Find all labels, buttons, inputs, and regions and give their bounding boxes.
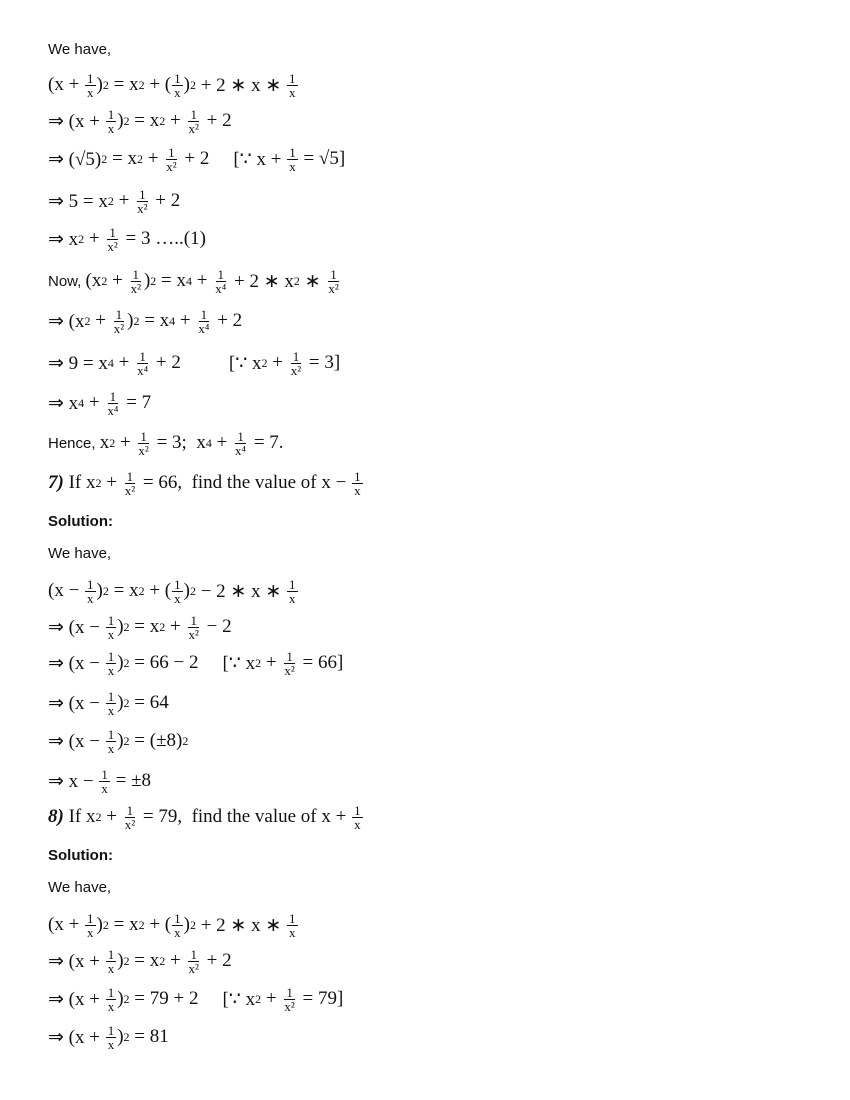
math-text: [∵ x <box>222 652 256 674</box>
fraction-numerator: 1 <box>289 144 296 160</box>
math-text: ⇒ (√5) <box>48 148 102 170</box>
math-text: ) <box>183 74 190 95</box>
fraction <box>85 912 96 939</box>
equation: ⇒ (x + $\frac{1}{x}$ ) 2 = x 2 + $\frac{1}{\text{x²}}$ + 2 <box>48 946 232 976</box>
equation: ⇒ (x + $\frac{1}{x}$ ) 2 = 81 <box>48 1022 169 1052</box>
fraction <box>352 470 363 497</box>
fraction-denominator: x <box>87 84 94 100</box>
math-text: + <box>261 988 282 1009</box>
math-text: ) <box>96 74 103 95</box>
fraction <box>213 268 228 295</box>
math-text: = 66 − 2 <box>129 652 199 673</box>
solution-heading <box>48 838 113 872</box>
fraction-denominator: x² <box>130 280 141 296</box>
equation: ⇒ (x + $\frac{1}{x}$ ) 2 = x 2 + $\frac{1}{\text{x²}}$ + 2 <box>48 106 232 136</box>
math-text: (x + <box>48 74 85 95</box>
question-line <box>48 800 364 834</box>
math-text: = x <box>129 110 160 131</box>
math-text: + <box>101 806 122 827</box>
fraction-denominator: x⁴ <box>137 362 149 378</box>
text-label: We have, <box>48 544 112 562</box>
fraction <box>164 146 178 173</box>
fraction-numerator: 1 <box>330 266 337 282</box>
fraction <box>106 728 117 755</box>
fraction <box>282 650 296 677</box>
math-text: = 7 <box>121 392 152 413</box>
math-text: = 79, find the value of x + <box>138 806 352 827</box>
math-text: ⇒ 5 = x <box>48 190 108 212</box>
fraction <box>85 578 96 605</box>
fraction <box>136 430 150 457</box>
math-text: = 3; x <box>151 432 206 453</box>
fraction <box>106 948 117 975</box>
fraction-numerator: 1 <box>292 348 300 364</box>
math-text: ⇒ 9 = x <box>48 352 108 374</box>
math-text: [∵ x <box>222 988 256 1010</box>
math-text: ) <box>183 580 190 601</box>
math-text: (x − <box>48 580 85 601</box>
equation: ⇒ (x − $\frac{1}{x}$ ) 2 = 66 − 2 [∵ x 2 + $\frac{1}{\text{x²}}$ = 66] <box>48 648 344 678</box>
math-text: ) <box>117 652 124 673</box>
fraction-numerator: 1 <box>109 388 117 404</box>
math-text: + <box>175 310 196 331</box>
equation-line <box>48 686 169 720</box>
equation: (x + $\frac{1}{x}$ ) 2 = x 2 + ( $\frac{1}{x}$ ) 2 + 2 ∗ x ∗ $\frac{1}{x}$ <box>48 910 296 940</box>
fraction-numerator: 1 <box>286 648 293 664</box>
math-text: + <box>165 110 186 131</box>
lead-text: Hence, <box>48 434 100 452</box>
equation-line <box>48 982 343 1016</box>
fraction-numerator: 1 <box>101 766 108 782</box>
fraction-denominator: x² <box>137 200 148 216</box>
equation <box>48 768 151 795</box>
fraction-numerator: 1 <box>168 144 175 160</box>
fraction-numerator: 1 <box>139 348 146 364</box>
fraction-numerator: 1 <box>107 106 115 122</box>
fraction-denominator: x <box>101 780 108 796</box>
math-text: ⇒ (x + <box>48 110 105 132</box>
fraction-numerator: 1 <box>174 910 181 926</box>
math-text: + 2 <box>212 310 243 331</box>
fraction-denominator: x <box>107 740 115 756</box>
fraction-numerator: 1 <box>174 576 181 592</box>
math-text: + <box>113 352 135 373</box>
math-text: + <box>165 616 186 637</box>
fraction-denominator: x <box>354 816 361 832</box>
fraction-numerator: 1 <box>87 70 94 86</box>
math-text: ⇒ (x + <box>48 988 105 1010</box>
math-text: = 79] <box>297 988 344 1009</box>
math-text: + <box>84 392 105 413</box>
fraction-numerator: 1 <box>87 910 94 926</box>
math-text: = 64 <box>129 692 169 713</box>
fraction-denominator: x <box>107 626 115 642</box>
fraction-denominator: x² <box>124 482 136 498</box>
math-text: ) <box>127 310 134 331</box>
equation-line <box>48 184 180 218</box>
equation: ⇒ (x − $\frac{1}{x}$ ) 2 = 64 <box>48 688 169 718</box>
fraction <box>106 650 117 677</box>
fraction-numerator: 1 <box>107 1022 115 1038</box>
equation: ⇒ x 4 + $\frac{1}{\text{x⁴}}$ = 7 <box>48 388 152 418</box>
equation-line <box>48 574 299 608</box>
math-text: ⇒ (x − <box>48 730 105 752</box>
equation-line <box>48 304 242 338</box>
fraction-denominator: x⁴ <box>107 402 119 418</box>
intro-text <box>48 870 111 904</box>
fraction <box>99 768 110 795</box>
fraction-denominator: x <box>174 84 181 100</box>
fraction <box>106 986 117 1013</box>
equation: x 2 + $\frac{1}{\text{x²}}$ = 3; x 4 + $\frac{1}{\text{x⁴}}$ = 7. <box>99 428 284 458</box>
fraction-numerator: 1 <box>126 802 134 818</box>
math-text: − 2 <box>201 616 232 637</box>
fraction-denominator: x <box>289 84 296 100</box>
math-text: [∵ x + <box>233 148 287 170</box>
equation: ⇒ (x 2 + $\frac{1}{\text{x²}}$ ) 2 = x 4 + $\frac{1}{\text{x⁴}}$ + 2 <box>48 306 243 336</box>
math-text: If x <box>63 472 96 493</box>
math-text: ) <box>117 988 124 1009</box>
solution-heading <box>48 504 113 538</box>
math-text: = (±8) <box>129 730 183 751</box>
fraction-denominator: x <box>174 590 181 606</box>
math-text: + <box>165 950 186 971</box>
fraction-denominator: x <box>174 924 181 940</box>
fraction <box>287 72 298 99</box>
fraction-denominator: x <box>107 1036 115 1052</box>
math-text: + <box>211 432 233 453</box>
fraction <box>233 430 248 457</box>
fraction <box>186 948 200 975</box>
fraction-denominator: x <box>289 924 296 940</box>
fraction-numerator: 1 <box>107 648 115 664</box>
fraction <box>123 804 137 831</box>
fraction-denominator: x <box>107 120 115 136</box>
solution-label: Solution: <box>48 512 113 530</box>
fraction-numerator: 1 <box>190 106 197 122</box>
fraction <box>287 578 298 605</box>
math-text: ⇒ (x − <box>48 616 105 638</box>
equation: ⇒ (x + $\frac{1}{x}$ ) 2 = 79 + 2 [∵ x 2 + $\frac{1}{\text{x²}}$ = 79] <box>48 984 344 1014</box>
fraction <box>186 108 200 135</box>
fraction-denominator: x² <box>107 238 118 254</box>
math-text: + ( <box>144 914 172 935</box>
equation-line <box>48 764 151 798</box>
fraction <box>105 390 120 417</box>
equation-line <box>48 142 345 176</box>
fraction <box>326 268 340 295</box>
fraction-numerator: 1 <box>107 688 115 704</box>
math-text: = √5] <box>298 148 346 169</box>
math-text: ) <box>117 616 124 637</box>
question-text: If x 2 + $\frac{1}{\text{x²}}$ = 66, find the value of x − $\frac{1}{x}$ <box>63 468 361 498</box>
equation-line <box>48 104 232 138</box>
question-line <box>48 466 364 500</box>
equation: ⇒ 9 = x 4 + $\frac{1}{\text{x⁴}}$ + 2 [∵ x 2 + $\frac{1}{\text{x²}}$ = 3] <box>48 348 341 378</box>
fraction-numerator: 1 <box>109 224 116 240</box>
fraction-numerator: 1 <box>289 70 296 86</box>
fraction <box>282 986 296 1013</box>
fraction <box>112 308 126 335</box>
intro-text <box>48 32 111 66</box>
math-text: ⇒ (x − <box>48 652 105 674</box>
math-text: + <box>90 310 111 331</box>
fraction-numerator: 1 <box>107 984 115 1000</box>
fraction-denominator: x <box>107 662 115 678</box>
math-text: + 2 ∗ x <box>229 270 294 292</box>
math-text: − 2 ∗ x ∗ <box>195 580 287 602</box>
fraction-numerator: 1 <box>200 306 208 322</box>
math-text: = x <box>156 270 187 291</box>
fraction <box>106 108 117 135</box>
math-text: ⇒ x <box>48 392 79 414</box>
math-text: ) <box>183 914 190 935</box>
equation-line <box>48 68 299 102</box>
fraction-numerator: 1 <box>139 186 146 202</box>
fraction-numerator: 1 <box>190 946 197 962</box>
fraction-denominator: x <box>107 960 115 976</box>
math-text: + <box>115 432 136 453</box>
fraction <box>106 690 117 717</box>
fraction-denominator: x <box>289 590 296 606</box>
math-text: = ±8 <box>110 770 152 791</box>
math-text: = x <box>129 616 160 637</box>
fraction <box>289 350 303 377</box>
question-number: 7) <box>48 472 64 493</box>
math-text: ) <box>96 580 103 601</box>
equation-line <box>48 610 232 644</box>
math-text: [∵ x <box>228 352 262 374</box>
equation-line <box>48 426 284 460</box>
math-text: (x + <box>48 914 85 935</box>
equation: (x 2 + $\frac{1}{\text{x²}}$ ) 2 = x 4 + $\frac{1}{\text{x⁴}}$ + 2 ∗ x 2 ∗ $\frac{1}{\text{x²}}$ <box>85 266 339 296</box>
math-text: + 2 ∗ x ∗ <box>195 74 287 96</box>
equation-line <box>48 646 343 680</box>
fraction <box>287 912 298 939</box>
fraction-numerator: 1 <box>87 576 94 592</box>
equation-line <box>48 264 342 298</box>
math-text: ⇒ (x + <box>48 1026 105 1048</box>
intro-text <box>48 536 111 570</box>
lead-text: Now, <box>48 272 86 290</box>
fraction-denominator: x² <box>188 626 199 642</box>
math-text: ∗ <box>299 270 326 292</box>
equation: ⇒ (x − $\frac{1}{x}$ ) 2 = x 2 + $\frac{1}{\text{x²}}$ − 2 <box>48 612 232 642</box>
math-text: + <box>267 352 288 373</box>
math-text: ) <box>96 914 103 935</box>
fraction-numerator: 1 <box>286 984 293 1000</box>
fraction-denominator: x <box>354 482 361 498</box>
solution-label: Solution: <box>48 846 113 864</box>
math-text: ) <box>117 1026 124 1047</box>
fraction <box>172 578 183 605</box>
fraction-numerator: 1 <box>107 726 115 742</box>
math-text: + <box>107 270 128 291</box>
fraction-denominator: x <box>107 998 115 1014</box>
math-text: ) <box>117 730 124 751</box>
fraction <box>135 350 150 377</box>
equation: ⇒ (x − $\frac{1}{x}$ ) 2 = (±8) 2 <box>48 726 189 756</box>
fraction-denominator: x <box>87 590 94 606</box>
fraction-denominator: x <box>107 702 115 718</box>
question-text: If x 2 + $\frac{1}{\text{x²}}$ = 79, find the value of x + $\frac{1}{x}$ <box>63 802 361 832</box>
math-text: ) <box>117 950 124 971</box>
equation-line <box>48 386 151 420</box>
math-text: = x <box>108 74 139 95</box>
fraction-denominator: x⁴ <box>198 320 210 336</box>
fraction-denominator: x² <box>290 362 302 378</box>
question-number: 8) <box>48 806 64 827</box>
math-text: + 2 ∗ x ∗ <box>195 914 287 936</box>
math-text: + <box>84 228 105 249</box>
math-text: = 79 + 2 <box>129 988 199 1009</box>
equation: (x + $\frac{1}{x}$ ) 2 = x 2 + ( $\frac{1}{x}$ ) 2 + 2 ∗ x ∗ $\frac{1}{x}$ <box>48 70 296 100</box>
fraction-denominator: x² <box>113 320 125 336</box>
math-text: = 81 <box>129 1026 169 1047</box>
math-text: ) <box>117 692 124 713</box>
fraction <box>123 470 137 497</box>
fraction-numerator: 1 <box>174 70 181 86</box>
math-text: + 2 <box>151 352 181 373</box>
math-text: ) <box>117 110 124 131</box>
fraction-numerator: 1 <box>115 306 123 322</box>
math-text: = 3] <box>304 352 341 373</box>
fraction-denominator: x² <box>284 998 295 1014</box>
fraction-denominator: x² <box>138 442 149 458</box>
math-text: + 2 <box>201 110 232 131</box>
math-text: + <box>142 148 164 169</box>
math-text: + ( <box>144 580 172 601</box>
fraction-numerator: 1 <box>354 802 361 818</box>
math-text: ⇒ (x + <box>48 950 105 972</box>
math-text: If x <box>63 806 96 827</box>
fraction-numerator: 1 <box>132 266 140 282</box>
math-text: ⇒ x − <box>48 770 99 792</box>
math-text: + 2 <box>201 950 232 971</box>
fraction-denominator: x² <box>188 960 199 976</box>
fraction <box>172 912 183 939</box>
fraction <box>287 146 298 173</box>
math-text: + ( <box>144 74 172 95</box>
fraction-numerator: 1 <box>289 910 296 926</box>
fraction-denominator: x <box>87 924 94 940</box>
math-text: = 7. <box>249 432 284 453</box>
fraction-denominator: x² <box>188 120 199 136</box>
math-text: x <box>99 432 110 453</box>
math-text: = x <box>129 950 160 971</box>
fraction-denominator: x⁴ <box>215 280 227 296</box>
fraction-numerator: 1 <box>126 468 134 484</box>
equation-line <box>48 1020 169 1054</box>
fraction <box>135 188 149 215</box>
fraction <box>129 268 143 295</box>
math-text: = x <box>108 914 139 935</box>
fraction-denominator: x <box>289 158 296 174</box>
fraction-numerator: 1 <box>217 266 224 282</box>
equation: (x − $\frac{1}{x}$ ) 2 = x 2 + ( $\frac{1}{x}$ ) 2 − 2 ∗ x ∗ $\frac{1}{x}$ <box>48 576 296 606</box>
math-text: + 2 <box>179 148 210 169</box>
math-text: = 3 …..(1) <box>120 228 206 249</box>
fraction-numerator: 1 <box>190 612 197 628</box>
fraction <box>105 226 119 253</box>
fraction <box>85 72 96 99</box>
math-text: (x <box>85 270 102 291</box>
math-text: + <box>261 652 282 673</box>
text-label: We have, <box>48 40 112 58</box>
fraction <box>172 72 183 99</box>
math-text: + 2 <box>150 190 181 211</box>
equation: ⇒ x 2 + $\frac{1}{\text{x²}}$ = 3 …..(1) <box>48 224 206 254</box>
equation: ⇒ (√5) 2 = x 2 + $\frac{1}{\text{x²}}$ + 2 [∵ x + $\frac{1}{x}$ = √5] <box>48 144 346 174</box>
math-text: ⇒ (x <box>48 310 85 332</box>
fraction <box>186 614 200 641</box>
equation-line <box>48 724 188 758</box>
math-text: ) <box>143 270 151 291</box>
fraction-numerator: 1 <box>107 612 115 628</box>
math-text: = x <box>108 580 139 601</box>
equation-line <box>48 222 206 256</box>
math-text: = x <box>107 148 137 169</box>
fraction-denominator: x² <box>166 158 177 174</box>
equation-line <box>48 346 340 380</box>
equation-line <box>48 944 232 978</box>
fraction <box>196 308 211 335</box>
fraction <box>352 804 363 831</box>
fraction-numerator: 1 <box>107 946 115 962</box>
fraction-denominator: x² <box>284 662 295 678</box>
math-text: = 66, find the value of x − <box>138 472 352 493</box>
text-label: We have, <box>48 878 112 896</box>
fraction <box>106 1024 117 1051</box>
math-text: ⇒ (x − <box>48 692 105 714</box>
fraction-numerator: 1 <box>354 468 361 484</box>
fraction-denominator: x⁴ <box>235 442 247 458</box>
fraction-numerator: 1 <box>237 428 244 444</box>
fraction-numerator: 1 <box>289 576 296 592</box>
equation-line <box>48 908 299 942</box>
math-text: ⇒ x <box>48 228 79 250</box>
fraction-denominator: x² <box>124 816 136 832</box>
math-text: + <box>101 472 122 493</box>
fraction-numerator: 1 <box>140 428 147 444</box>
fraction <box>106 614 117 641</box>
math-text: = 66] <box>297 652 344 673</box>
math-text: = x <box>139 310 170 331</box>
math-text: + <box>192 270 213 291</box>
fraction-denominator: x² <box>328 280 339 296</box>
equation: ⇒ 5 = x 2 + $\frac{1}{\text{x²}}$ + 2 <box>48 186 181 216</box>
math-text: + <box>113 190 135 211</box>
